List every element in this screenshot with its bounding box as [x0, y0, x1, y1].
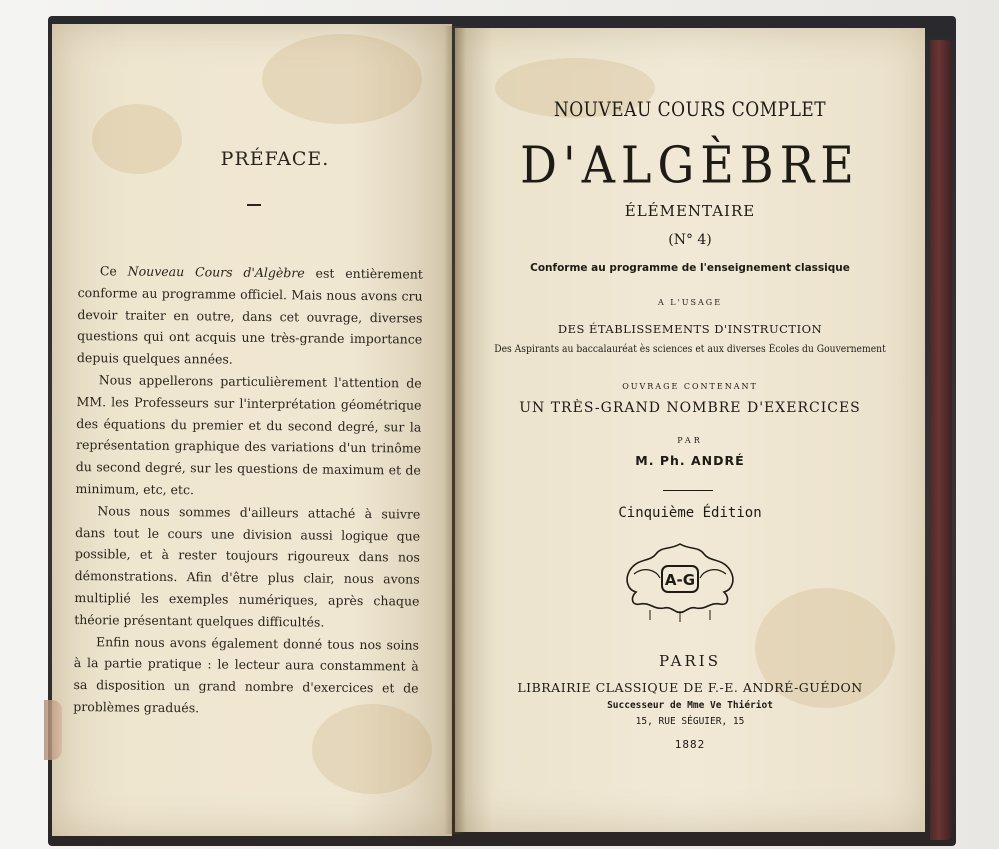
title-page-publisher: LIBRAIRIE CLASSIQUE DE F.-E. ANDRÉ-GUÉDON: [517, 680, 863, 695]
title-page-aspirants: Des Aspirants au baccalauréat ès sciences et aux diverses Écoles du Gouvernement: [494, 344, 886, 355]
title-page-address: 15, RUE SÉGUIER, 15: [635, 716, 745, 727]
svg-text:A-G: A-G: [664, 571, 696, 589]
finger: [44, 700, 62, 760]
title-page-title: D'ALGÈBRE: [520, 135, 860, 195]
preface-dash: [247, 204, 261, 206]
title-page-usage: A L'USAGE: [657, 298, 723, 307]
title-page-year: 1882: [674, 738, 706, 751]
title-page-contents-label: OUVRAGE CONTENANT: [622, 382, 758, 391]
preface-heading: PRÉFACE.: [220, 148, 330, 170]
preface-paragraph: Enfin nous avons également donné tous nos soins à la partie pratique : le lecteur aura constamment à sa disposition un grand nombre d'exercices et de problèmes gradués.: [73, 633, 420, 716]
paper-stain: [92, 104, 182, 174]
title-page-subtitle: ÉLÉMENTAIRE: [624, 202, 756, 220]
book-gutter: [444, 26, 466, 834]
title-page-city: PARIS: [658, 652, 722, 670]
preface-paragraph: Nous nous sommes d'ailleurs attaché à suivre dans tout le cours une division aussi logique que possible, et à rester toujours rigoureux dans nos démonstrations. Afin d'être plus clair, nous avons multiplié les exemples numériques, après chaque théorie présentant quelques difficultés.: [74, 502, 421, 630]
title-page-edition: Cinquième Édition: [618, 505, 762, 521]
title-page-contents: UN TRÈS-GRAND NOMBRE D'EXERCICES: [519, 400, 861, 416]
book-cover-edge: [930, 40, 952, 840]
title-page-series: NOUVEAU COURS COMPLET: [553, 98, 827, 122]
preface-paragraph: Ce Nouveau Cours d'Algèbre est entièrement conforme au programme officiel. Mais nous avons cru devoir traiter en outre, dans cet ouvrage, diverses questions qui ont acquis une très-grande importance depuis quelques années.: [76, 263, 423, 367]
preface-paragraph: Nous appellerons particulièrement l'attention de MM. les Professeurs sur l'interprétation géométrique des équations du premier et du second degré, sur la représentation graphique des variations d'un trinôme du second degré, sur les questions de maximum et de minimum, etc, etc.: [75, 372, 422, 498]
title-page-number: (N° 4): [668, 232, 712, 248]
title-page-conformity: Conforme au programme de l'enseignement classique: [530, 262, 850, 274]
preface-body: [73, 260, 423, 721]
title-page-author: M. Ph. ANDRÉ: [635, 453, 745, 468]
title-page-institutions: DES ÉTABLISSEMENTS D'INSTRUCTION: [557, 322, 823, 336]
title-page-rule: [663, 490, 713, 491]
paper-stain: [262, 34, 422, 124]
publisher-emblem-icon: [620, 540, 740, 622]
title-page-successor: Successeur de Mme Ve Thiériot: [607, 700, 773, 711]
title-page-by: PAR: [677, 436, 703, 445]
